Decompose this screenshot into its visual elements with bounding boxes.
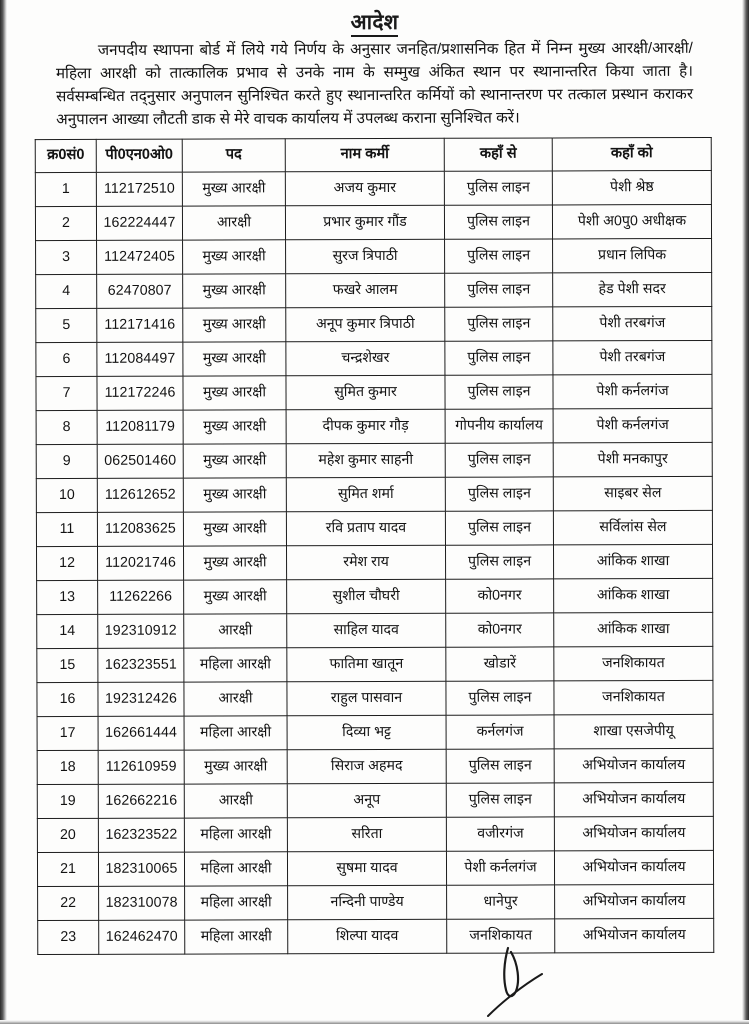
cell-from: पुलिस लाइन (446, 749, 554, 783)
table-row (37, 647, 713, 683)
cell-to: अभियोजन कार्यालय (554, 851, 713, 885)
cell-name: सिराज अहमद (287, 750, 446, 784)
table-row (37, 817, 713, 853)
cell-pno: 112171416 (97, 308, 183, 342)
cell-pno: 112612652 (97, 478, 183, 512)
table-row (38, 885, 714, 921)
table-row (35, 171, 711, 207)
cell-to: जनशिकायत (554, 647, 713, 681)
cell-serial-number: 5 (36, 309, 97, 343)
cell-name: रमेश राय (286, 546, 445, 580)
cell-serial-number: 21 (37, 853, 98, 887)
scan-edge-right (742, 0, 749, 1024)
cell-post: मुख्य आरक्षी (184, 750, 287, 784)
cell-name: नन्दिनी पाण्डेय (288, 886, 447, 920)
cell-name: अनूप (287, 784, 446, 818)
cell-serial-number: 23 (38, 921, 99, 955)
cell-to: पेशी कर्नलगंज (553, 409, 712, 443)
cell-post: मुख्य आरक्षी (184, 580, 287, 614)
cell-post: आरक्षी (184, 784, 287, 818)
cell-serial-number: 10 (36, 479, 97, 513)
cell-pno: 112472405 (97, 240, 183, 274)
cell-serial-number: 9 (36, 445, 97, 479)
cell-pno: 162224447 (96, 206, 182, 240)
cell-post: मुख्य आरक्षी (183, 274, 286, 308)
cell-from: पुलिस लाइन (444, 171, 552, 205)
table-row (35, 205, 711, 241)
cell-from: पुलिस लाइन (445, 341, 553, 375)
cell-pno: 112084497 (97, 342, 183, 376)
cell-to: अभियोजन कार्यालय (554, 817, 713, 851)
cell-from: पुलिस लाइन (445, 375, 553, 409)
cell-serial-number: 8 (36, 411, 97, 445)
cell-post: मुख्य आरक्षी (183, 308, 286, 342)
cell-from: को0नगर (446, 613, 554, 647)
cell-from: पेशी कर्नलगंज (446, 851, 554, 885)
cell-post: महिला आरक्षी (184, 852, 287, 886)
cell-pno: 112172246 (97, 376, 183, 410)
cell-name: सुशील चौघरी (287, 580, 446, 614)
cell-post: मुख्य आरक्षी (183, 342, 286, 376)
cell-pno: 112172510 (96, 172, 182, 206)
cell-post: मुख्य आरक्षी (183, 512, 286, 546)
table-row (36, 511, 712, 547)
cell-from: पुलिस लाइन (446, 783, 554, 817)
table-body (35, 171, 713, 955)
cell-to: आंकिक शाखा (554, 579, 713, 613)
cell-from: धानेपुर (447, 885, 555, 919)
column-header-from: कहाँ से (444, 138, 552, 171)
cell-serial-number: 4 (36, 275, 97, 309)
cell-to: पेशी तरबगंज (553, 307, 712, 341)
cell-post: आरक्षी (184, 614, 287, 648)
page-title (8, 8, 741, 36)
cell-post: महिला आरक्षी (185, 920, 288, 954)
cell-from: वजीरगंज (446, 817, 554, 851)
cell-from: पुलिस लाइन (445, 477, 553, 511)
cell-pno: 062501460 (97, 444, 183, 478)
cell-to: पेशी मनकापुर (553, 443, 712, 477)
cell-serial-number: 16 (37, 683, 98, 717)
signature-area (0, 948, 749, 1024)
cell-to: पेशी तरबगंज (553, 341, 712, 375)
transfer-table (35, 137, 715, 955)
cell-to: पेशी कर्नलगंज (553, 375, 712, 409)
cell-pno: 182310078 (99, 886, 185, 920)
cell-name: सुमित कुमार (286, 376, 445, 410)
table-row (36, 443, 712, 479)
cell-name: रवि प्रताप यादव (286, 512, 445, 546)
cell-name: चन्द्रशेखर (286, 342, 445, 376)
cell-post: मुख्य आरक्षी (183, 546, 286, 580)
table-row (37, 681, 713, 717)
cell-name: अनूप कुमार त्रिपाठी (286, 308, 445, 342)
cell-serial-number: 14 (37, 615, 98, 649)
cell-from: को0नगर (446, 579, 554, 613)
cell-serial-number: 20 (37, 819, 98, 853)
cell-to: अभियोजन कार्यालय (555, 919, 714, 953)
cell-post: मुख्य आरक्षी (183, 410, 286, 444)
cell-post: महिला आरक्षी (184, 716, 287, 750)
cell-serial-number: 15 (37, 649, 98, 683)
cell-serial-number: 18 (37, 751, 98, 785)
cell-serial-number: 13 (37, 581, 98, 615)
cell-to: पेशी अ0पु0 अधीक्षक (552, 205, 711, 239)
cell-serial-number: 2 (35, 207, 96, 241)
cell-serial-number: 22 (38, 887, 99, 921)
cell-post: मुख्य आरक्षी (183, 478, 286, 512)
cell-name: अजय कुमार (285, 172, 444, 206)
column-header-post: पद (182, 139, 285, 172)
cell-post: मुख्य आरक्षी (183, 444, 286, 478)
cell-from: गोपनीय कार्यालय (445, 409, 553, 443)
table-row (37, 749, 713, 785)
column-header-pno: पी0एन0ओ0 (96, 139, 182, 172)
cell-name: सुषमा यादव (287, 852, 446, 886)
cell-post: महिला आरक्षी (184, 648, 287, 682)
cell-name: फखरे आलम (286, 274, 445, 308)
cell-from: पुलिस लाइन (446, 681, 554, 715)
cell-post: आरक्षी (184, 682, 287, 716)
cell-pno: 192312426 (98, 682, 184, 716)
cell-to: आंकिक शाखा (554, 613, 713, 647)
cell-from: कर्नलगंज (446, 715, 554, 749)
cell-name: दीपक कुमार गौड़ (286, 410, 445, 444)
order-body-paragraph: जनपदीय स्थापना बोर्ड में लिये गये निर्णय के अनुसार जनहित/प्रशासनिक हित में निम्न मुख्य आरक्षी/आरक्षी/महिला आरक्षी को तात्कालिक प्रभाव से उनके नाम के सम्मुख अंकित स्थान पर स्थानान्तरित किया जाता है। सर्वसम्बन्धित तद्नुसार अनुपालन सुनिश्चित करते हुए स्थानान्तरित कर्मियों को स्थानान्तरण पर तत्काल प्रस्थान कराकर अनुपालन आख्या लौटती डाक से मेरे वाचक कार्यालय में उपलब्ध कराना सुनिश्चित करें। (55, 39, 694, 129)
table-row (37, 715, 713, 751)
table-row (36, 375, 712, 411)
cell-from: पुलिस लाइन (444, 205, 552, 239)
page-title-text: आदेश (351, 11, 399, 37)
cell-serial-number: 1 (35, 173, 96, 207)
cell-name: महेश कुमार साहनी (286, 444, 445, 478)
cell-to: अभियोजन कार्यालय (554, 783, 713, 817)
cell-from: पुलिस लाइन (445, 307, 553, 341)
cell-name: सुरज त्रिपाठी (286, 240, 445, 274)
cell-to: साइबर सेल (553, 477, 712, 511)
table-row (36, 477, 712, 513)
cell-to: हेड पेशी सदर (553, 273, 712, 307)
cell-serial-number: 6 (36, 343, 97, 377)
table-header-row (35, 138, 711, 173)
table-row (37, 545, 713, 581)
cell-to: पेशी श्रेष्ठ (552, 171, 711, 205)
cell-pno: 162462470 (99, 920, 185, 954)
document-content (8, 0, 741, 1024)
cell-from: पुलिस लाइन (445, 511, 553, 545)
cell-name: फातिमा खातून (287, 648, 446, 682)
cell-serial-number: 3 (36, 241, 97, 275)
cell-post: मुख्य आरक्षी (183, 376, 286, 410)
cell-to: प्रधान लिपिक (553, 239, 712, 273)
cell-pno: 162323551 (98, 648, 184, 682)
table-row (36, 239, 712, 275)
cell-post: महिला आरक्षी (184, 818, 287, 852)
cell-post: मुख्य आरक्षी (182, 172, 285, 206)
table-row (36, 273, 712, 309)
table-row (37, 613, 713, 649)
cell-post: महिला आरक्षी (185, 886, 288, 920)
cell-name: प्रभार कुमार गौंड (285, 206, 444, 240)
table-header (35, 138, 711, 173)
cell-pno: 11262266 (98, 580, 184, 614)
cell-name: दिव्या भट्ट (287, 716, 446, 750)
cell-pno: 192310912 (98, 614, 184, 648)
cell-from: खोडारें (446, 647, 554, 681)
table-row (37, 851, 713, 887)
cell-from: पुलिस लाइन (445, 239, 553, 273)
column-header-serial-number: क्र0सं0 (35, 140, 96, 173)
cell-to: सर्विलांस सेल (553, 511, 712, 545)
cell-post: आरक्षी (182, 206, 285, 240)
column-header-to: कहाँ को (552, 138, 711, 171)
table-row (37, 783, 713, 819)
cell-to: जनशिकायत (554, 681, 713, 715)
cell-pno: 112021746 (97, 546, 183, 580)
cell-name: सुमित शर्मा (286, 478, 445, 512)
cell-pno: 162323522 (98, 818, 184, 852)
cell-from: पुलिस लाइन (445, 273, 553, 307)
cell-pno: 112081179 (97, 410, 183, 444)
column-header-name: नाम कर्मी (285, 139, 444, 172)
cell-name: राहुल पासवान (287, 682, 446, 716)
handwritten-signature-icon (470, 946, 590, 1018)
cell-serial-number: 19 (37, 785, 98, 819)
cell-pno: 112610959 (98, 750, 184, 784)
cell-name: सरिता (287, 818, 446, 852)
cell-from: पुलिस लाइन (445, 545, 553, 579)
table-row (36, 307, 712, 343)
cell-serial-number: 7 (36, 377, 97, 411)
scan-edge-left (0, 0, 7, 1024)
cell-serial-number: 17 (37, 717, 98, 751)
cell-to: अभियोजन कार्यालय (554, 749, 713, 783)
cell-to: अभियोजन कार्यालय (555, 885, 714, 919)
cell-serial-number: 11 (36, 513, 97, 547)
cell-pno: 162661444 (98, 716, 184, 750)
cell-serial-number: 12 (37, 547, 98, 581)
cell-post: मुख्य आरक्षी (183, 240, 286, 274)
cell-pno: 182310065 (98, 852, 184, 886)
table-row (36, 409, 712, 445)
cell-to: शाखा एसजेपीयू (554, 715, 713, 749)
cell-pno: 62470807 (97, 274, 183, 308)
cell-from: जनशिकायत (447, 919, 555, 953)
cell-to: आंकिक शाखा (553, 545, 712, 579)
table-row (37, 579, 713, 615)
cell-pno: 162662216 (98, 784, 184, 818)
cell-pno: 112083625 (97, 512, 183, 546)
cell-name: शिल्पा यादव (288, 920, 447, 954)
cell-from: पुलिस लाइन (445, 443, 553, 477)
table-row (36, 341, 712, 377)
cell-name: साहिल यादव (287, 614, 446, 648)
